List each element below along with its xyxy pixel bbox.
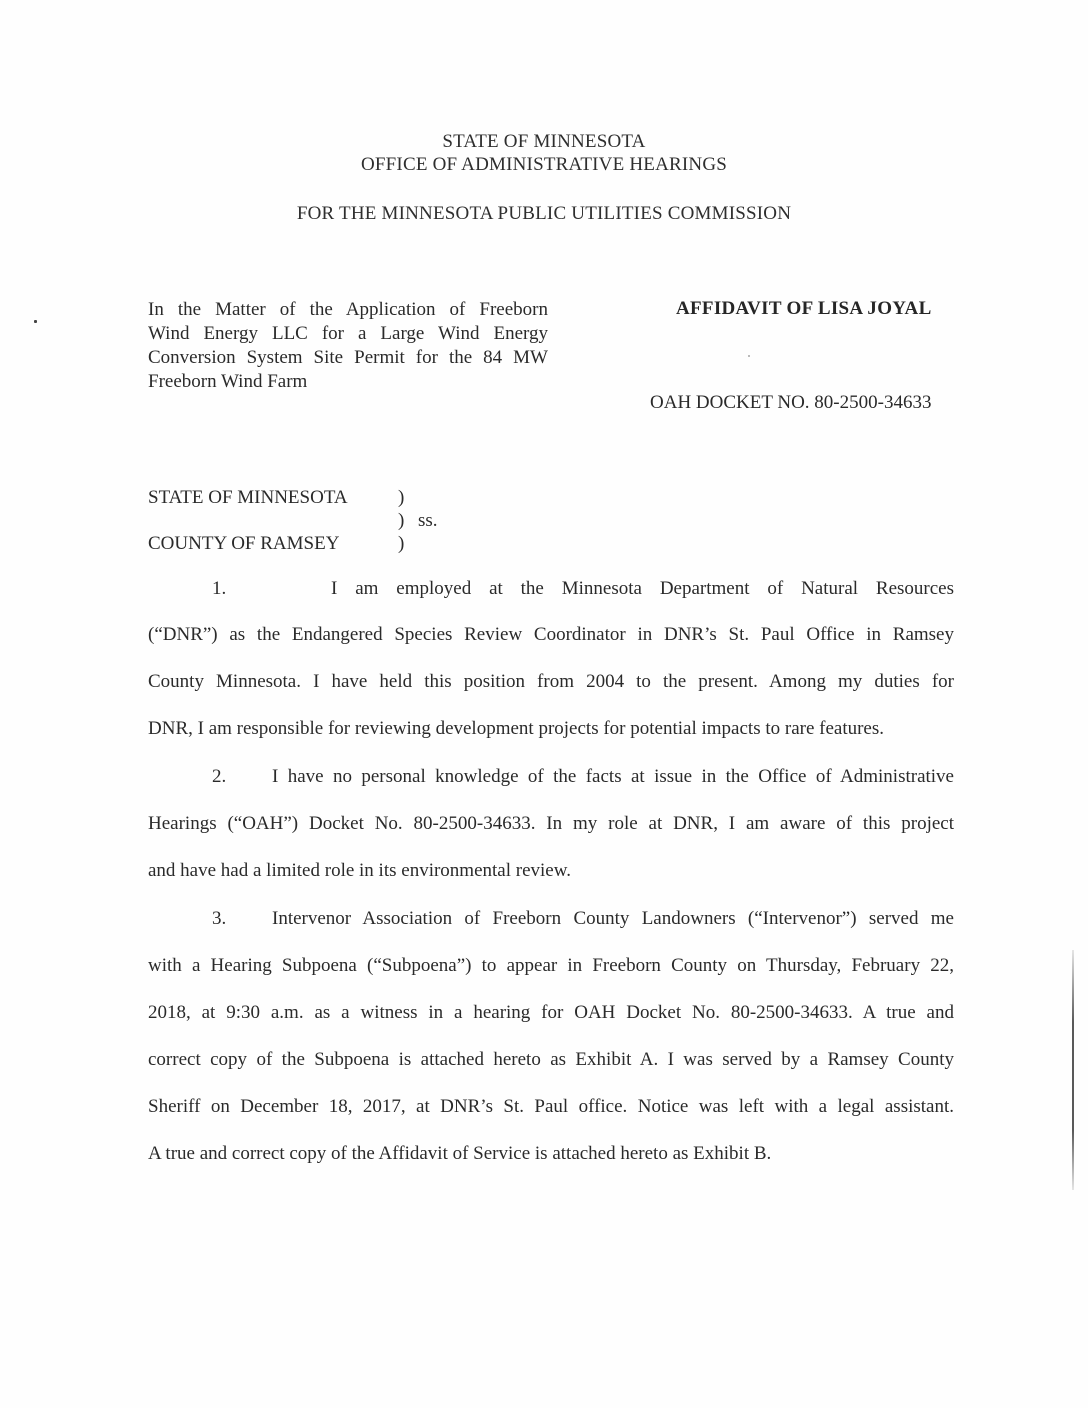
docket-number: OAH DOCKET NO. 80-2500-34633 (650, 392, 932, 413)
paragraph-line: County Minnesota. I have held this position from 2004 to the present. Among my duties for (148, 671, 954, 692)
paragraph-line: A true and correct copy of the Affidavit of Service is attached hereto as Exhibit B. (148, 1143, 772, 1164)
matter-line: Wind Energy LLC for a Large Wind Energy (148, 323, 548, 344)
venue-state: STATE OF MINNESOTA (148, 487, 348, 508)
paragraph-line: I have no personal knowledge of the facts at issue in the Office of Administrative (272, 766, 954, 787)
scan-speck (748, 355, 750, 357)
paragraph-line: correct copy of the Subpoena is attached hereto as Exhibit A. I was served by a Ramsey County (148, 1049, 954, 1070)
venue-block (148, 486, 468, 555)
paragraph-line: and have had a limited role in its environmental review. (148, 860, 571, 881)
matter-line: Conversion System Site Permit for the 84 MW (148, 347, 548, 368)
paragraph-line: Hearings (“OAH”) Docket No. 80-2500-34633. In my role at DNR, I am aware of this project (148, 813, 954, 834)
paragraph-line: Sheriff on December 18, 2017, at DNR’s St. Paul office. Notice was left with a legal assistant. (148, 1096, 954, 1117)
paragraph-line: with a Hearing Subpoena (“Subpoena”) to appear in Freeborn County on Thursday, February 22, (148, 955, 954, 976)
court-office-heading: OFFICE OF ADMINISTRATIVE HEARINGS (360, 154, 728, 175)
paragraph-line: 2018, at 9:30 a.m. as a witness in a hearing for OAH Docket No. 80-2500-34633. A true and (148, 1002, 954, 1023)
case-caption-matter (148, 298, 548, 394)
matter-line: Freeborn Wind Farm (148, 371, 308, 392)
commission-heading: FOR THE MINNESOTA PUBLIC UTILITIES COMMISSION (296, 203, 792, 224)
venue-county: COUNTY OF RAMSEY (148, 533, 340, 554)
scan-edge-artifact (1072, 950, 1074, 1190)
paragraph-line: I am employed at the Minnesota Department of Natural Resources (331, 578, 954, 599)
venue-ss: ss. (418, 510, 438, 531)
venue-paren: ) (398, 510, 405, 531)
document-title: AFFIDAVIT OF LISA JOYAL (676, 298, 932, 319)
paragraph-line: DNR, I am responsible for reviewing development projects for potential impacts to rare features. (148, 718, 885, 739)
paragraph-number: 1. (212, 578, 227, 599)
paragraph-line: (“DNR”) as the Endangered Species Review Coordinator in DNR’s St. Paul Office in Ramsey (148, 624, 954, 645)
scan-speck (34, 320, 37, 323)
paragraph-number: 2. (212, 766, 227, 787)
court-state-heading: STATE OF MINNESOTA (442, 131, 646, 152)
venue-paren: ) (398, 533, 405, 554)
matter-line: In the Matter of the Application of Freeborn (148, 299, 548, 320)
paragraph-number: 3. (212, 908, 227, 929)
venue-paren: ) (398, 487, 405, 508)
paragraph-line: Intervenor Association of Freeborn County Landowners (“Intervenor”) served me (272, 908, 954, 929)
